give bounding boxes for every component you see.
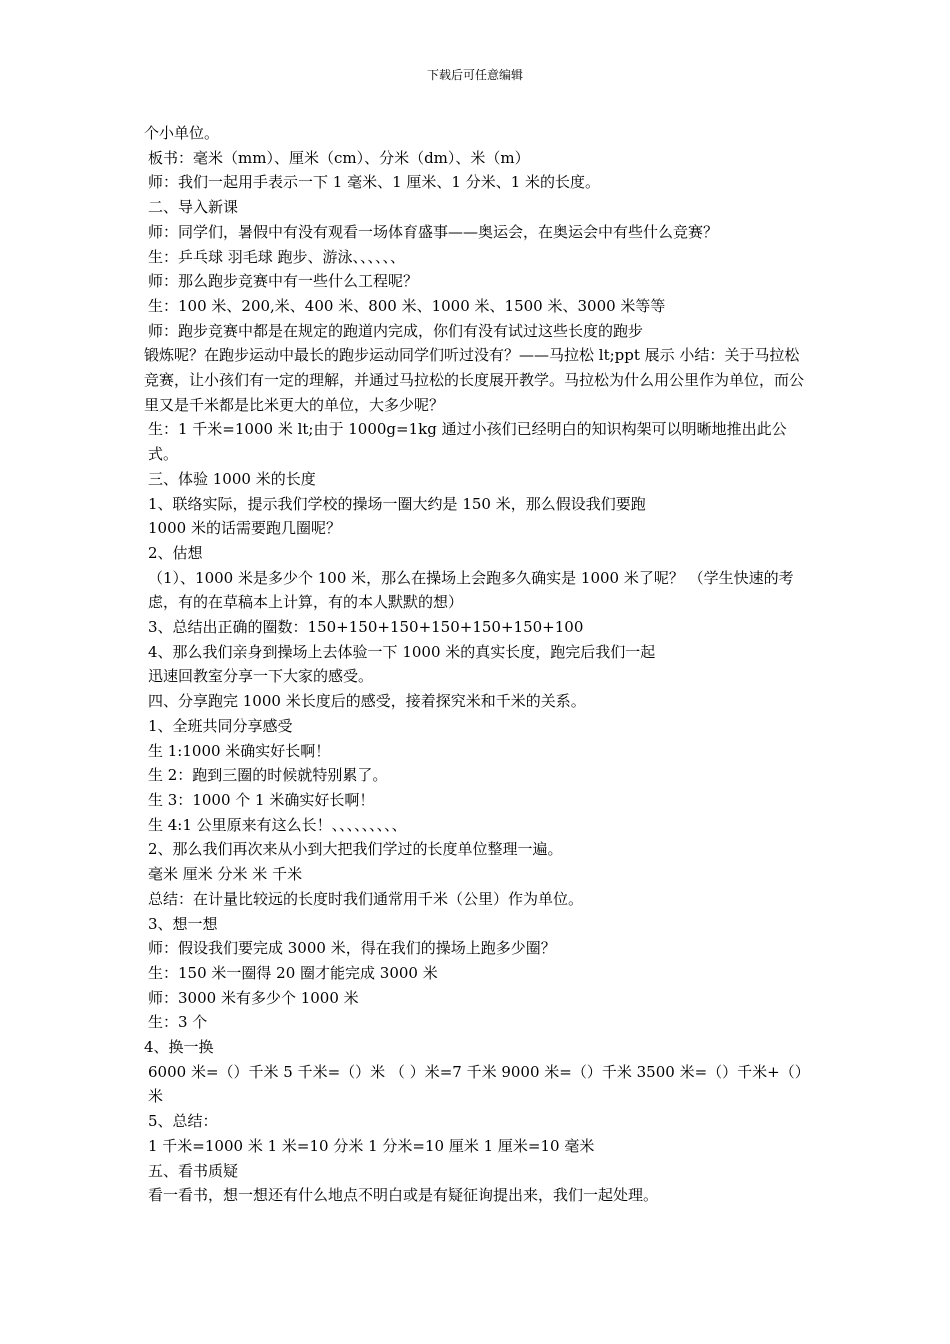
text-line: 2、那么我们再次来从小到大把我们学过的长度单位整理一遍。 (148, 840, 563, 859)
section-heading: 二、导入新课 (148, 198, 239, 217)
text-line: 师：那么跑步竞赛中有一些什么工程呢？ (148, 272, 419, 291)
text-line: 5、总结： (148, 1112, 218, 1131)
text-line: 师：3000 米有多少个 1000 米 (148, 988, 359, 1007)
text-line: 生 4:1 公里原来有这么长！、、、、、、、、、 (148, 815, 407, 834)
text-line: 生 2：跑到三圈的时候就特别累了。 (148, 766, 388, 785)
text-line: 师：同学们，暑假中有没有观看一场体育盛事——奥运会，在奥运会中有些什么竞赛？ (148, 222, 719, 241)
text-line: 1、联络实际，提示我们学校的操场一圈大约是 150 米，那么假设我们要跑 (148, 494, 646, 513)
text-line: 迅速回教室分享一下大家的感受。 (148, 667, 374, 686)
text-line: 生 1:1000 米确实好长啊！ (148, 741, 331, 760)
text-line: 毫米 厘米 分米 米 千米 (148, 865, 303, 884)
text-line: 2、估想 (148, 543, 203, 562)
text-line: 1、全班共同分享感受 (148, 716, 293, 735)
text-line: 3、总结出正确的圈数：150+150+150+150+150+150+100 (148, 618, 584, 637)
text-line: 师：跑步竞赛中都是在规定的跑道内完成，你们有没有试过这些长度的跑步 (148, 321, 644, 340)
text-paragraph: （1）、1000 米是多少个 100 米，那么在操场上会跑多久确实是 1000 米了呢？ （学生快速的考虑，有的在草稿本上计算，有的本人默默的想） (148, 568, 794, 612)
text-line: 生 3：1000 个 1 米确实好长啊！ (148, 790, 375, 809)
section-heading: 三、体验 1000 米的长度 (148, 469, 316, 488)
text-paragraph: 6000 米=（）千米 5 千米=（）米 （ ）米=7 千米 9000 米=（）千米 3500 米=（）千米+（）米 (148, 1062, 810, 1106)
section-heading: 五、看书质疑 (148, 1161, 239, 1180)
text-line: 总结：在计量比较远的长度时我们通常用千米（公里）作为单位。 (148, 889, 584, 908)
text-line: 生：3 个 (148, 1013, 208, 1032)
text-line: 1 千米=1000 米 1 米=10 分米 1 分米=10 厘米 1 厘米=10 毫米 (148, 1136, 595, 1155)
text-line: 4、那么我们亲身到操场上去体验一下 1000 米的真实长度，跑完后我们一起 (148, 642, 656, 661)
text-paragraph: 生：1 千米=1000 米 lt;由于 1000g=1kg 通过小孩们已经明白的知识构架可以明晰地推出此公式。 (148, 420, 787, 464)
text-line: 师：我们一起用手表示一下 1 毫米、1 厘米、1 分米、1 米的长度。 (148, 173, 601, 192)
text-line: 师：假设我们要完成 3000 米，得在我们的操场上跑多少圈？ (148, 939, 556, 958)
text-line: 生：150 米一圈得 20 圈才能完成 3000 米 (148, 963, 438, 982)
document-body (144, 121, 814, 1208)
text-line: 生：100 米、200,米、400 米、800 米、1000 米、1500 米、3000 米等等 (148, 296, 666, 315)
text-line: 看一看书，想一想还有什么地点不明白或是有疑征询提出来，我们一起处理。 (148, 1186, 659, 1205)
text-line: 板书：毫米（mm）、厘米（cm）、分米（dm）、米（m） (148, 148, 530, 167)
text-line: 1000 米的话需要跑几圈呢？ (148, 519, 341, 538)
text-line: 个小单位。 (144, 124, 220, 142)
text-paragraph: 锻炼呢？在跑步运动中最长的跑步运动同学们听过没有？——马拉松 lt;ppt 展示 小结：关于马拉松竞赛，让小孩们有一定的理解，并通过马拉松的长度展开教学。马拉松为什么用公里作为单位，而公里又是千米都是比米更大的单位，大多少呢？ (144, 346, 805, 414)
text-line: 3、想一想 (148, 914, 218, 933)
text-line: 4、换一换 (144, 1038, 214, 1057)
section-heading: 四、分享跑完 1000 米长度后的感受，接着探究米和千米的关系。 (148, 692, 586, 711)
text-line: 生：乒乓球 羽毛球 跑步、游泳、、、、、、 (148, 247, 406, 266)
page-header: 下载后可任意编辑 (426, 68, 523, 82)
